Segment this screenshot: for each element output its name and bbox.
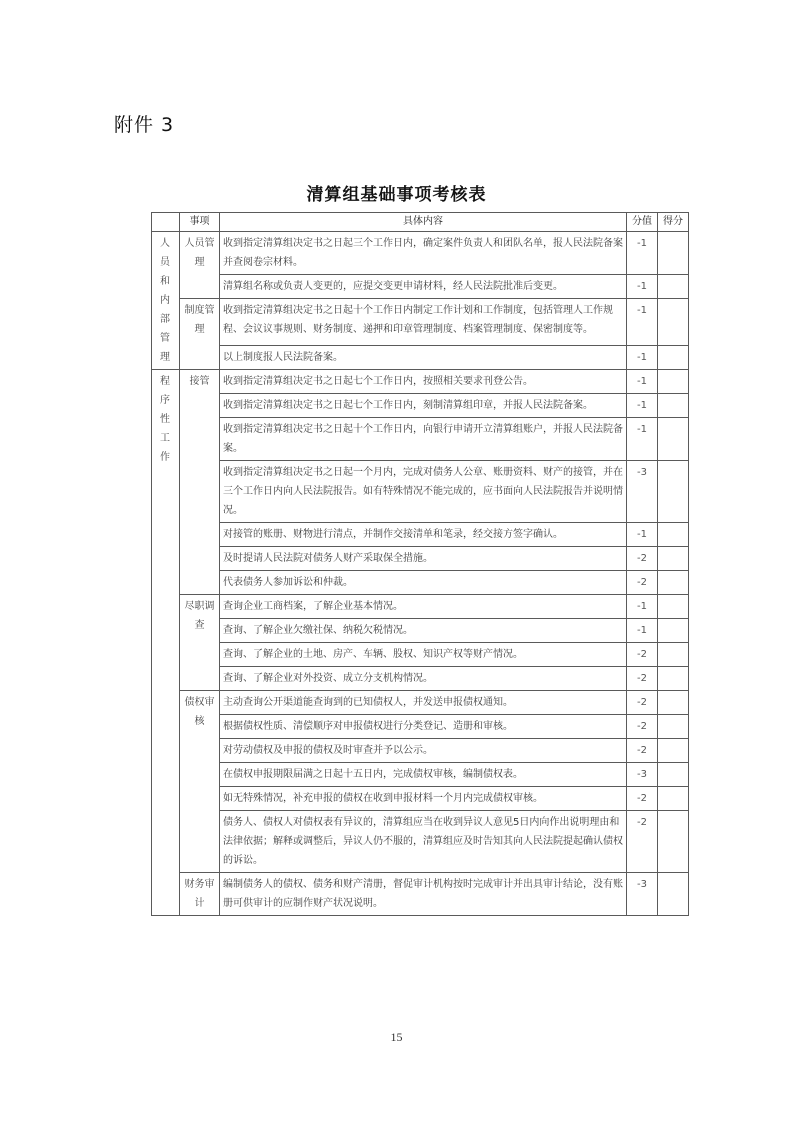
table-row: [152, 418, 689, 461]
header-score: 分值: [627, 213, 658, 232]
category-cell: 人员和内部管理: [152, 232, 180, 370]
got-score-cell[interactable]: [658, 811, 689, 873]
content-cell: 以上制度报人民法院备案。: [220, 346, 627, 370]
got-score-cell[interactable]: [658, 346, 689, 370]
header-item: 事项: [180, 213, 220, 232]
score-cell: -2: [627, 715, 658, 739]
score-cell: -1: [627, 346, 658, 370]
table-row: [152, 547, 689, 571]
content-cell: 清算组名称或负责人变更的，应提交变更申请材料，经人民法院批准后变更。: [220, 275, 627, 299]
score-cell: -3: [627, 461, 658, 523]
score-cell: -1: [627, 418, 658, 461]
content-cell: 查询、了解企业的土地、房产、车辆、股权、知识产权等财产情况。: [220, 643, 627, 667]
score-cell: -3: [627, 873, 658, 916]
content-cell: 查询、了解企业欠缴社保、纳税欠税情况。: [220, 619, 627, 643]
content-cell: 代表债务人参加诉讼和仲裁。: [220, 571, 627, 595]
content-cell: 收到指定清算组决定书之日起七个工作日内，按照相关要求刊登公告。: [220, 370, 627, 394]
got-score-cell[interactable]: [658, 667, 689, 691]
table-row: [152, 739, 689, 763]
content-cell: 对劳动债权及申报的债权及时审查并予以公示。: [220, 739, 627, 763]
item-cell: 制度管理: [180, 299, 220, 370]
score-cell: -2: [627, 643, 658, 667]
score-cell: -2: [627, 547, 658, 571]
table-row: [152, 787, 689, 811]
score-cell: -1: [627, 523, 658, 547]
table-row: [152, 370, 689, 394]
content-cell: 及时提请人民法院对债务人财产采取保全措施。: [220, 547, 627, 571]
header-content: 具体内容: [220, 213, 627, 232]
attachment-label: 附件 3: [114, 114, 175, 136]
table-row: [152, 346, 689, 370]
got-score-cell[interactable]: [658, 571, 689, 595]
got-score-cell[interactable]: [658, 715, 689, 739]
table-row: [152, 571, 689, 595]
score-cell: -2: [627, 571, 658, 595]
score-cell: -1: [627, 370, 658, 394]
table-row: [152, 873, 689, 916]
table-row: [152, 232, 689, 275]
got-score-cell[interactable]: [658, 275, 689, 299]
got-score-cell[interactable]: [658, 595, 689, 619]
table-row: [152, 763, 689, 787]
content-cell: 编制债务人的债权、债务和财产清册，督促审计机构按时完成审计并出具审计结论，没有账册可供审计的应制作财产状况说明。: [220, 873, 627, 916]
table-row: [152, 643, 689, 667]
got-score-cell[interactable]: [658, 232, 689, 275]
content-cell: 主动查询公开渠道能查询到的已知债权人，并发送申报债权通知。: [220, 691, 627, 715]
got-score-cell[interactable]: [658, 299, 689, 346]
got-score-cell[interactable]: [658, 691, 689, 715]
content-cell: 查询企业工商档案，了解企业基本情况。: [220, 595, 627, 619]
got-score-cell[interactable]: [658, 787, 689, 811]
content-cell: 在债权申报期限届满之日起十五日内，完成债权审核，编制债权表。: [220, 763, 627, 787]
score-cell: -2: [627, 667, 658, 691]
score-cell: -1: [627, 299, 658, 346]
content-cell: 根据债权性质、清偿顺序对申报债权进行分类登记、造册和审核。: [220, 715, 627, 739]
got-score-cell[interactable]: [658, 873, 689, 916]
table-row: [152, 461, 689, 523]
score-cell: -2: [627, 739, 658, 763]
score-cell: -3: [627, 763, 658, 787]
table-row: [152, 691, 689, 715]
got-score-cell[interactable]: [658, 461, 689, 523]
item-cell: 债权审核: [180, 691, 220, 873]
item-cell: 财务审计: [180, 873, 220, 916]
item-cell: 接管: [180, 370, 220, 595]
table-row: [152, 299, 689, 346]
got-score-cell[interactable]: [658, 523, 689, 547]
content-cell: 对接管的账册、财物进行清点，并制作交接清单和笔录，经交接方签字确认。: [220, 523, 627, 547]
assessment-table: [151, 212, 689, 916]
table-row: [152, 394, 689, 418]
got-score-cell[interactable]: [658, 619, 689, 643]
got-score-cell[interactable]: [658, 643, 689, 667]
got-score-cell[interactable]: [658, 763, 689, 787]
table-row: [152, 619, 689, 643]
score-cell: -1: [627, 394, 658, 418]
header-got-score: 得分: [658, 213, 689, 232]
got-score-cell[interactable]: [658, 394, 689, 418]
content-cell: 收到指定清算组决定书之日起十个工作日内，向银行申请开立清算组账户，并报人民法院备案。: [220, 418, 627, 461]
content-cell: 收到指定清算组决定书之日起一个月内，完成对债务人公章、账册资料、财产的接管，并在三个工作日内向人民法院报告。如有特殊情况不能完成的，应书面向人民法院报告并说明情况。: [220, 461, 627, 523]
document-title: 清算组基础事项考核表: [306, 185, 487, 205]
got-score-cell[interactable]: [658, 418, 689, 461]
table-row: [152, 523, 689, 547]
table-row: [152, 595, 689, 619]
table-row: [152, 275, 689, 299]
header-category-blank: [152, 213, 180, 232]
content-cell: 查询、了解企业对外投资、成立分支机构情况。: [220, 667, 627, 691]
got-score-cell[interactable]: [658, 370, 689, 394]
score-cell: -1: [627, 232, 658, 275]
got-score-cell[interactable]: [658, 547, 689, 571]
category-cell: 程序性工作: [152, 370, 180, 916]
table-row: [152, 667, 689, 691]
content-cell: 收到指定清算组决定书之日起十个工作日内制定工作计划和工作制度，包括管理人工作规程、会议议事规则、财务制度、递押和印章管理制度、档案管理制度、保密制度等。: [220, 299, 627, 346]
got-score-cell[interactable]: [658, 739, 689, 763]
item-cell: 尽职调查: [180, 595, 220, 691]
score-cell: -1: [627, 619, 658, 643]
content-cell: 债务人、债权人对债权表有异议的，清算组应当在收到异议人意见5日内向作出说明理由和法律依据；解释或调整后，异议人仍不服的，清算组应及时告知其向人民法院提起确认债权的诉讼。: [220, 811, 627, 873]
score-cell: -2: [627, 811, 658, 873]
table-row: [152, 715, 689, 739]
content-cell: 收到指定清算组决定书之日起七个工作日内，刻制清算组印章，并报人民法院备案。: [220, 394, 627, 418]
table-header-row: [152, 213, 689, 232]
score-cell: -1: [627, 595, 658, 619]
content-cell: 收到指定清算组决定书之日起三个工作日内，确定案件负责人和团队名单，报人民法院备案并查阅卷宗材料。: [220, 232, 627, 275]
table-row: [152, 811, 689, 873]
score-cell: -2: [627, 787, 658, 811]
content-cell: 如无特殊情况，补充申报的债权在收到申报材料一个月内完成债权审核。: [220, 787, 627, 811]
score-cell: -2: [627, 691, 658, 715]
page-number: 15: [390, 1030, 403, 1044]
score-cell: -1: [627, 275, 658, 299]
item-cell: 人员管理: [180, 232, 220, 299]
